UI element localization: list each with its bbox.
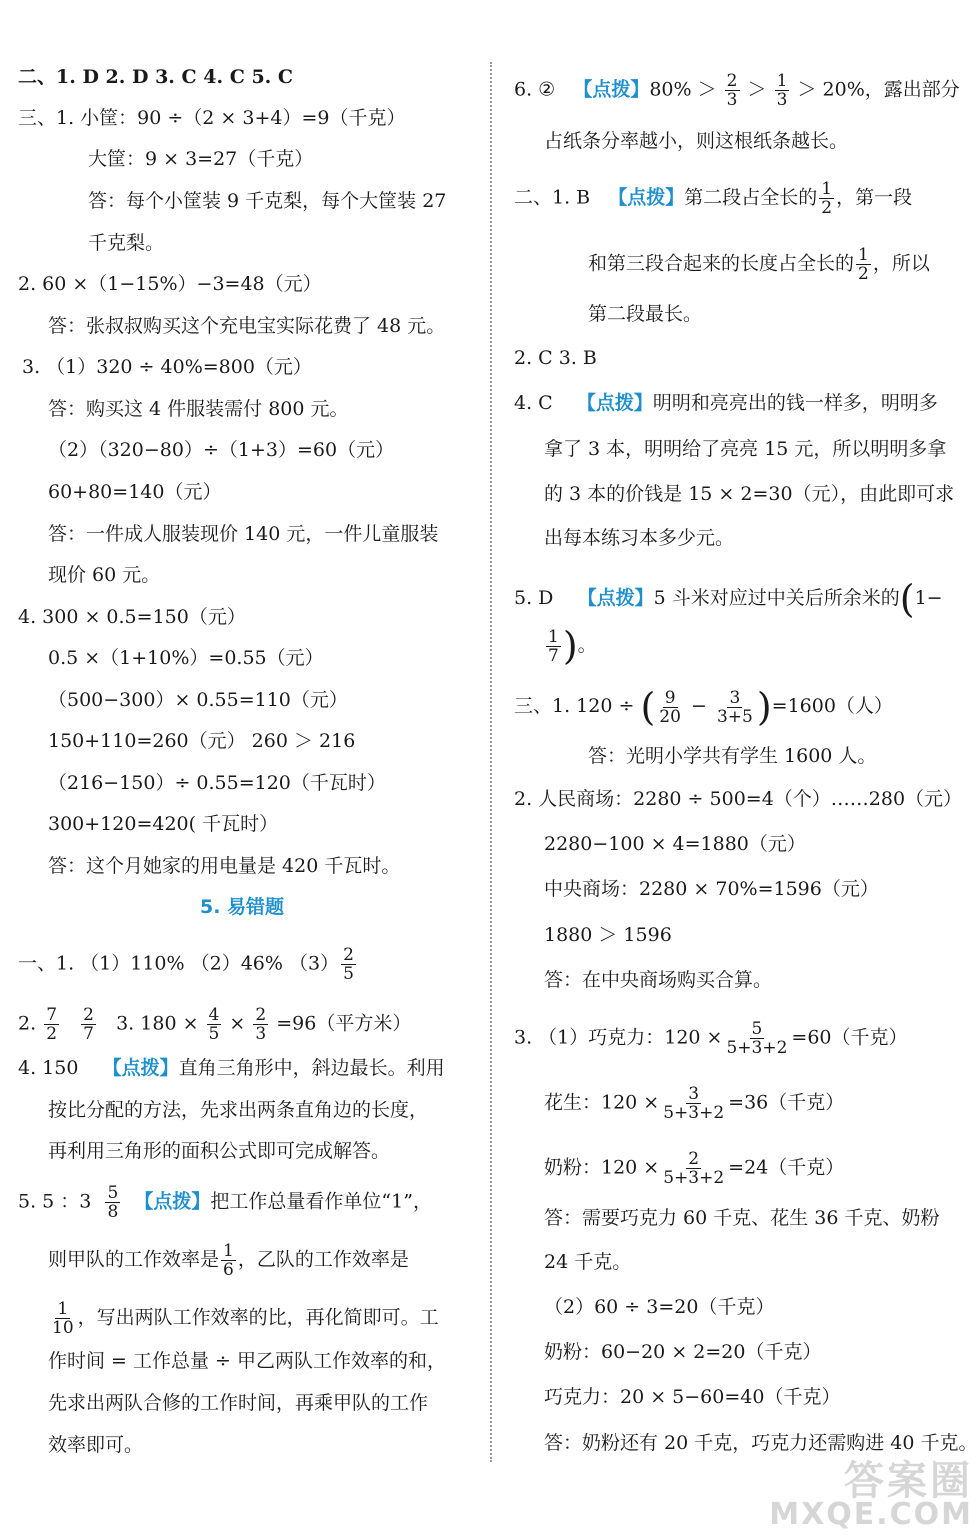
answer-line: 二、1. B 【点拨】第二段占全长的 $\frac{1}{2}$ ，第一段 <box>514 179 913 218</box>
fraction: $\frac{9}{20}$ <box>659 687 681 727</box>
answer-line: （2）（320−80）÷（1+3）=60（元） <box>48 439 395 461</box>
fraction: $\frac{1}{7}$ <box>548 626 559 666</box>
fraction: $\frac{2}{7}$ <box>83 1005 94 1044</box>
fraction: $\frac{7}{2}$ <box>46 1005 58 1044</box>
answer-line: 2. $\frac{7}{2}$ $\frac{2}{7}$ 3. 180 × $\frac{4}{5}$ × $\frac{2}{3}$ =96（平方米） <box>18 1005 412 1044</box>
answer-line: 答：每个小筐装 9 千克梨，每个大筐装 27 <box>88 190 447 212</box>
fraction: $\frac{1}{6}$ <box>223 1241 234 1280</box>
answer-line: 2. 60 ×（1−15%）−3=48（元） <box>18 273 322 295</box>
answer-line: 作时间 = 工作总量 ÷ 甲乙两队工作效率的和， <box>48 1350 446 1372</box>
answer-line: 一、1. （1）110% （2）46% （3） $\frac{2}{5}$ <box>18 945 354 984</box>
answer-line: 答：光明小学共有学生 1600 人。 <box>588 745 877 767</box>
answer-line: 答：一件成人服装现价 140 元，一件儿童服装 <box>48 523 439 545</box>
fraction: $\frac{1}{10}$ <box>52 1299 74 1338</box>
answer-line: 答：奶粉还有 20 千克，巧克力还需购进 40 千克。 <box>544 1432 978 1454</box>
answer-line: 按比分配的方法，先求出两条直角边的长度， <box>48 1099 429 1121</box>
answer-line: （500−300）× 0.55=110（元） <box>48 689 348 711</box>
fraction: $\frac{2}{3}$ <box>255 1005 267 1044</box>
answer-line: 150+110=260（元） 260 ＞ 216 <box>48 730 356 752</box>
answer-line: 出每本练习本多少元。 <box>544 527 735 549</box>
answer-line: 拿了 3 本，明明给了亮亮 15 元，所以明明多拿 <box>544 438 947 460</box>
answer-line: 再利用三角形的面积公式即可完成解答。 <box>48 1140 391 1162</box>
answer-line: 0.5 ×（1+10%）=0.55（元） <box>48 647 324 669</box>
column-divider <box>490 62 492 1462</box>
answer-line: 5. 5 ：3 $\frac{5}{8}$ 【点拨】把工作总量看作单位“1”， <box>18 1183 432 1222</box>
fraction: $\frac{5}{8}$ <box>107 1183 119 1222</box>
hint-label: 【点拨】 <box>577 587 654 609</box>
answer-line: 二、1. D 2. D 3. C 4. C 5. C <box>18 66 294 88</box>
fraction: $\frac{2}{5+3+2}$ <box>663 1149 725 1188</box>
answer-line: 巧克力：20 × 5−60=40（千克） <box>544 1386 841 1408</box>
answer-line: 答：在中央商场购买合算。 <box>544 969 773 991</box>
answer-line: 占纸条分率越小，则这根纸条越长。 <box>544 130 849 152</box>
hint-label: 【点拨】 <box>576 392 653 414</box>
answer-line: 24 千克。 <box>544 1251 632 1273</box>
answer-line: 1880 ＞ 1596 <box>544 924 672 946</box>
answer-line: 则甲队的工作效率是 $\frac{1}{6}$ ，乙队的工作效率是 <box>48 1241 409 1280</box>
fraction: $\frac{3}{3+5}$ <box>716 687 753 727</box>
fraction: $\frac{1}{2}$ <box>858 245 869 284</box>
answer-line: 答：张叔叔购买这个充电宝实际花费了 48 元。 <box>48 315 446 337</box>
answer-line: 答：购买这 4 件服装需付 800 元。 <box>48 398 349 420</box>
answer-line: 效率即可。 <box>48 1434 144 1456</box>
answer-line: （2）60 ÷ 3=20（千克） <box>544 1296 775 1318</box>
answer-line: 答：这个月她家的用电量是 420 千瓦时。 <box>48 855 401 877</box>
answer-line: 2. 人民商场：2280 ÷ 500=4（个）……280（元） <box>514 788 963 810</box>
fraction: $\frac{5}{5+3+2}$ <box>726 1019 788 1058</box>
answer-line: 第二段最长。 <box>588 303 703 325</box>
answer-line: 3. （1）巧克力：120 × $\frac{5}{5+3+2}$ =60（千克） <box>514 1019 908 1058</box>
answer-line: 60+80=140（元） <box>48 481 222 503</box>
hint-label: 【点拨】 <box>573 78 650 101</box>
answer-line: 6. ② 【点拨】80% ＞ $\frac{2}{3}$ ＞ $\frac{1}{3}$ ＞ 20%，露出部分 <box>514 71 960 110</box>
answer-line: 3. （1）320 ÷ 40%=800（元） <box>22 356 312 378</box>
fraction: $\frac{3}{5+3+2}$ <box>663 1084 725 1123</box>
answer-line: $\frac{1}{10}$ ，写出两队工作效率的比，再化简即可。工 <box>52 1299 439 1338</box>
answer-line: （216−150）÷ 0.55=120（千瓦时） <box>48 772 386 794</box>
hint-label: 【点拨】 <box>608 186 685 209</box>
answer-line: 5. D 【点拨】5 斗米对应过中关后所余米的(1− <box>514 577 943 621</box>
fraction: $\frac{2}{3}$ <box>726 71 738 110</box>
answer-line: $\frac{1}{7}$ )。 <box>548 624 597 668</box>
answer-line: 奶粉：120 × $\frac{2}{5+3+2}$ =24（千克） <box>544 1149 845 1188</box>
answer-line: 三、1. 小筐：90 ÷（2 × 3+4）=9（千克） <box>18 107 406 129</box>
answer-line: 的 3 本的价钱是 15 × 2=30（元），由此即可求 <box>544 483 955 505</box>
answer-line: 答：需要巧克力 60 千克、花生 36 千克、奶粉 <box>544 1207 940 1229</box>
answer-line: 中央商场：2280 × 70%=1596（元） <box>544 878 879 900</box>
answer-line: 2280−100 × 4=1880（元） <box>544 833 806 855</box>
answer-line: 现价 60 元。 <box>48 564 161 586</box>
hint-label: 【点拨】 <box>102 1057 179 1079</box>
hint-label: 【点拨】 <box>134 1190 211 1213</box>
section-title: 5. 易错题 <box>200 896 285 918</box>
answer-line: 4. 150 【点拨】直角三角形中，斜边最长。利用 <box>18 1057 445 1079</box>
answer-line: 大筐：9 × 3=27（千克） <box>88 148 314 170</box>
fraction: $\frac{2}{5}$ <box>343 945 354 984</box>
answer-line: 300+120=420( 千瓦时） <box>48 813 279 835</box>
answer-line: 先求出两队合修的工作时间，再乘甲队的工作 <box>48 1392 429 1414</box>
fraction: $\frac{1}{3}$ <box>776 71 788 110</box>
watermark: 答案圈 MXQE.COM <box>769 1458 973 1532</box>
fraction: $\frac{4}{5}$ <box>208 1005 220 1044</box>
answer-line: 2. C 3. B <box>514 347 597 369</box>
answer-line: 千克梨。 <box>88 232 165 254</box>
answer-line: 4. 300 × 0.5=150（元） <box>18 606 246 628</box>
answer-line: 和第三段合起来的长度占全长的 $\frac{1}{2}$ ，所以 <box>588 245 930 284</box>
answer-line: 4. C 【点拨】明明和亮亮出的钱一样多，明明多 <box>514 392 938 414</box>
fraction: $\frac{1}{2}$ <box>821 179 833 218</box>
answer-line: 花生：120 × $\frac{3}{5+3+2}$ =36（千克） <box>544 1084 845 1123</box>
answer-line: 三、1. 120 ÷ ( $\frac{9}{20}$ − $\frac{3}{3+5}$ )=1600（人） <box>514 685 893 729</box>
answer-line: 奶粉：60−20 × 2=20（千克） <box>544 1341 822 1363</box>
